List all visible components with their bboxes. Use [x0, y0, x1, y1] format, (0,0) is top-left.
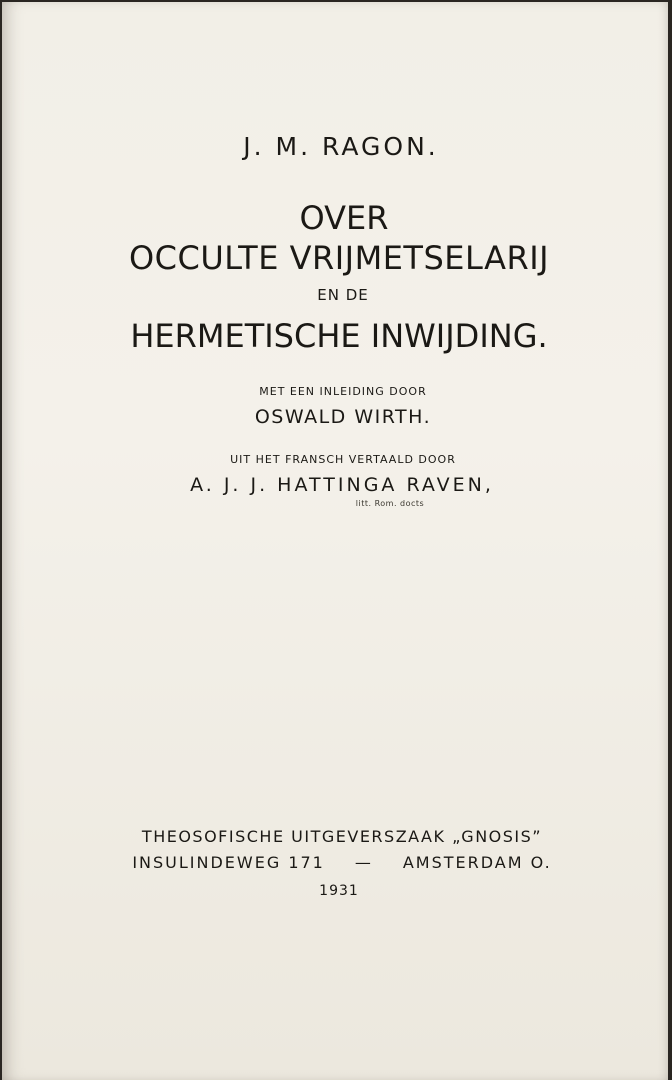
translator-name: A. J. J. HATTINGA RAVEN, [190, 474, 494, 496]
title-line-2: OCCULTE VRIJMETSELARIJ [128, 239, 550, 277]
publisher-address [16, 852, 668, 874]
author-name: J. M. RAGON. [243, 132, 439, 161]
translator-degree: litt. Rom. docts [355, 499, 425, 508]
publisher-name: THEOSOFISCHE UITGEVERSZAAK „GNOSIS” [141, 827, 543, 846]
address-dash: — [354, 853, 373, 872]
title-line-3: EN DE [317, 286, 369, 304]
title-line-1: OVER [299, 199, 389, 237]
address-city: AMSTERDAM O. [402, 853, 552, 872]
introduction-label: MET EEN INLEIDING DOOR [259, 385, 427, 398]
book-title-page [2, 2, 668, 1080]
translation-label: UIT HET FRANSCH VERTAALD DOOR [230, 453, 456, 466]
publisher-imprint [2, 826, 668, 902]
title-block [2, 132, 668, 510]
publication-year: 1931 [319, 883, 359, 899]
address-street: INSULINDEWEG 171 [132, 853, 325, 872]
introduction-author: OSWALD WIRTH. [254, 406, 432, 428]
title-line-4: HERMETISCHE INWIJDING. [130, 317, 548, 355]
